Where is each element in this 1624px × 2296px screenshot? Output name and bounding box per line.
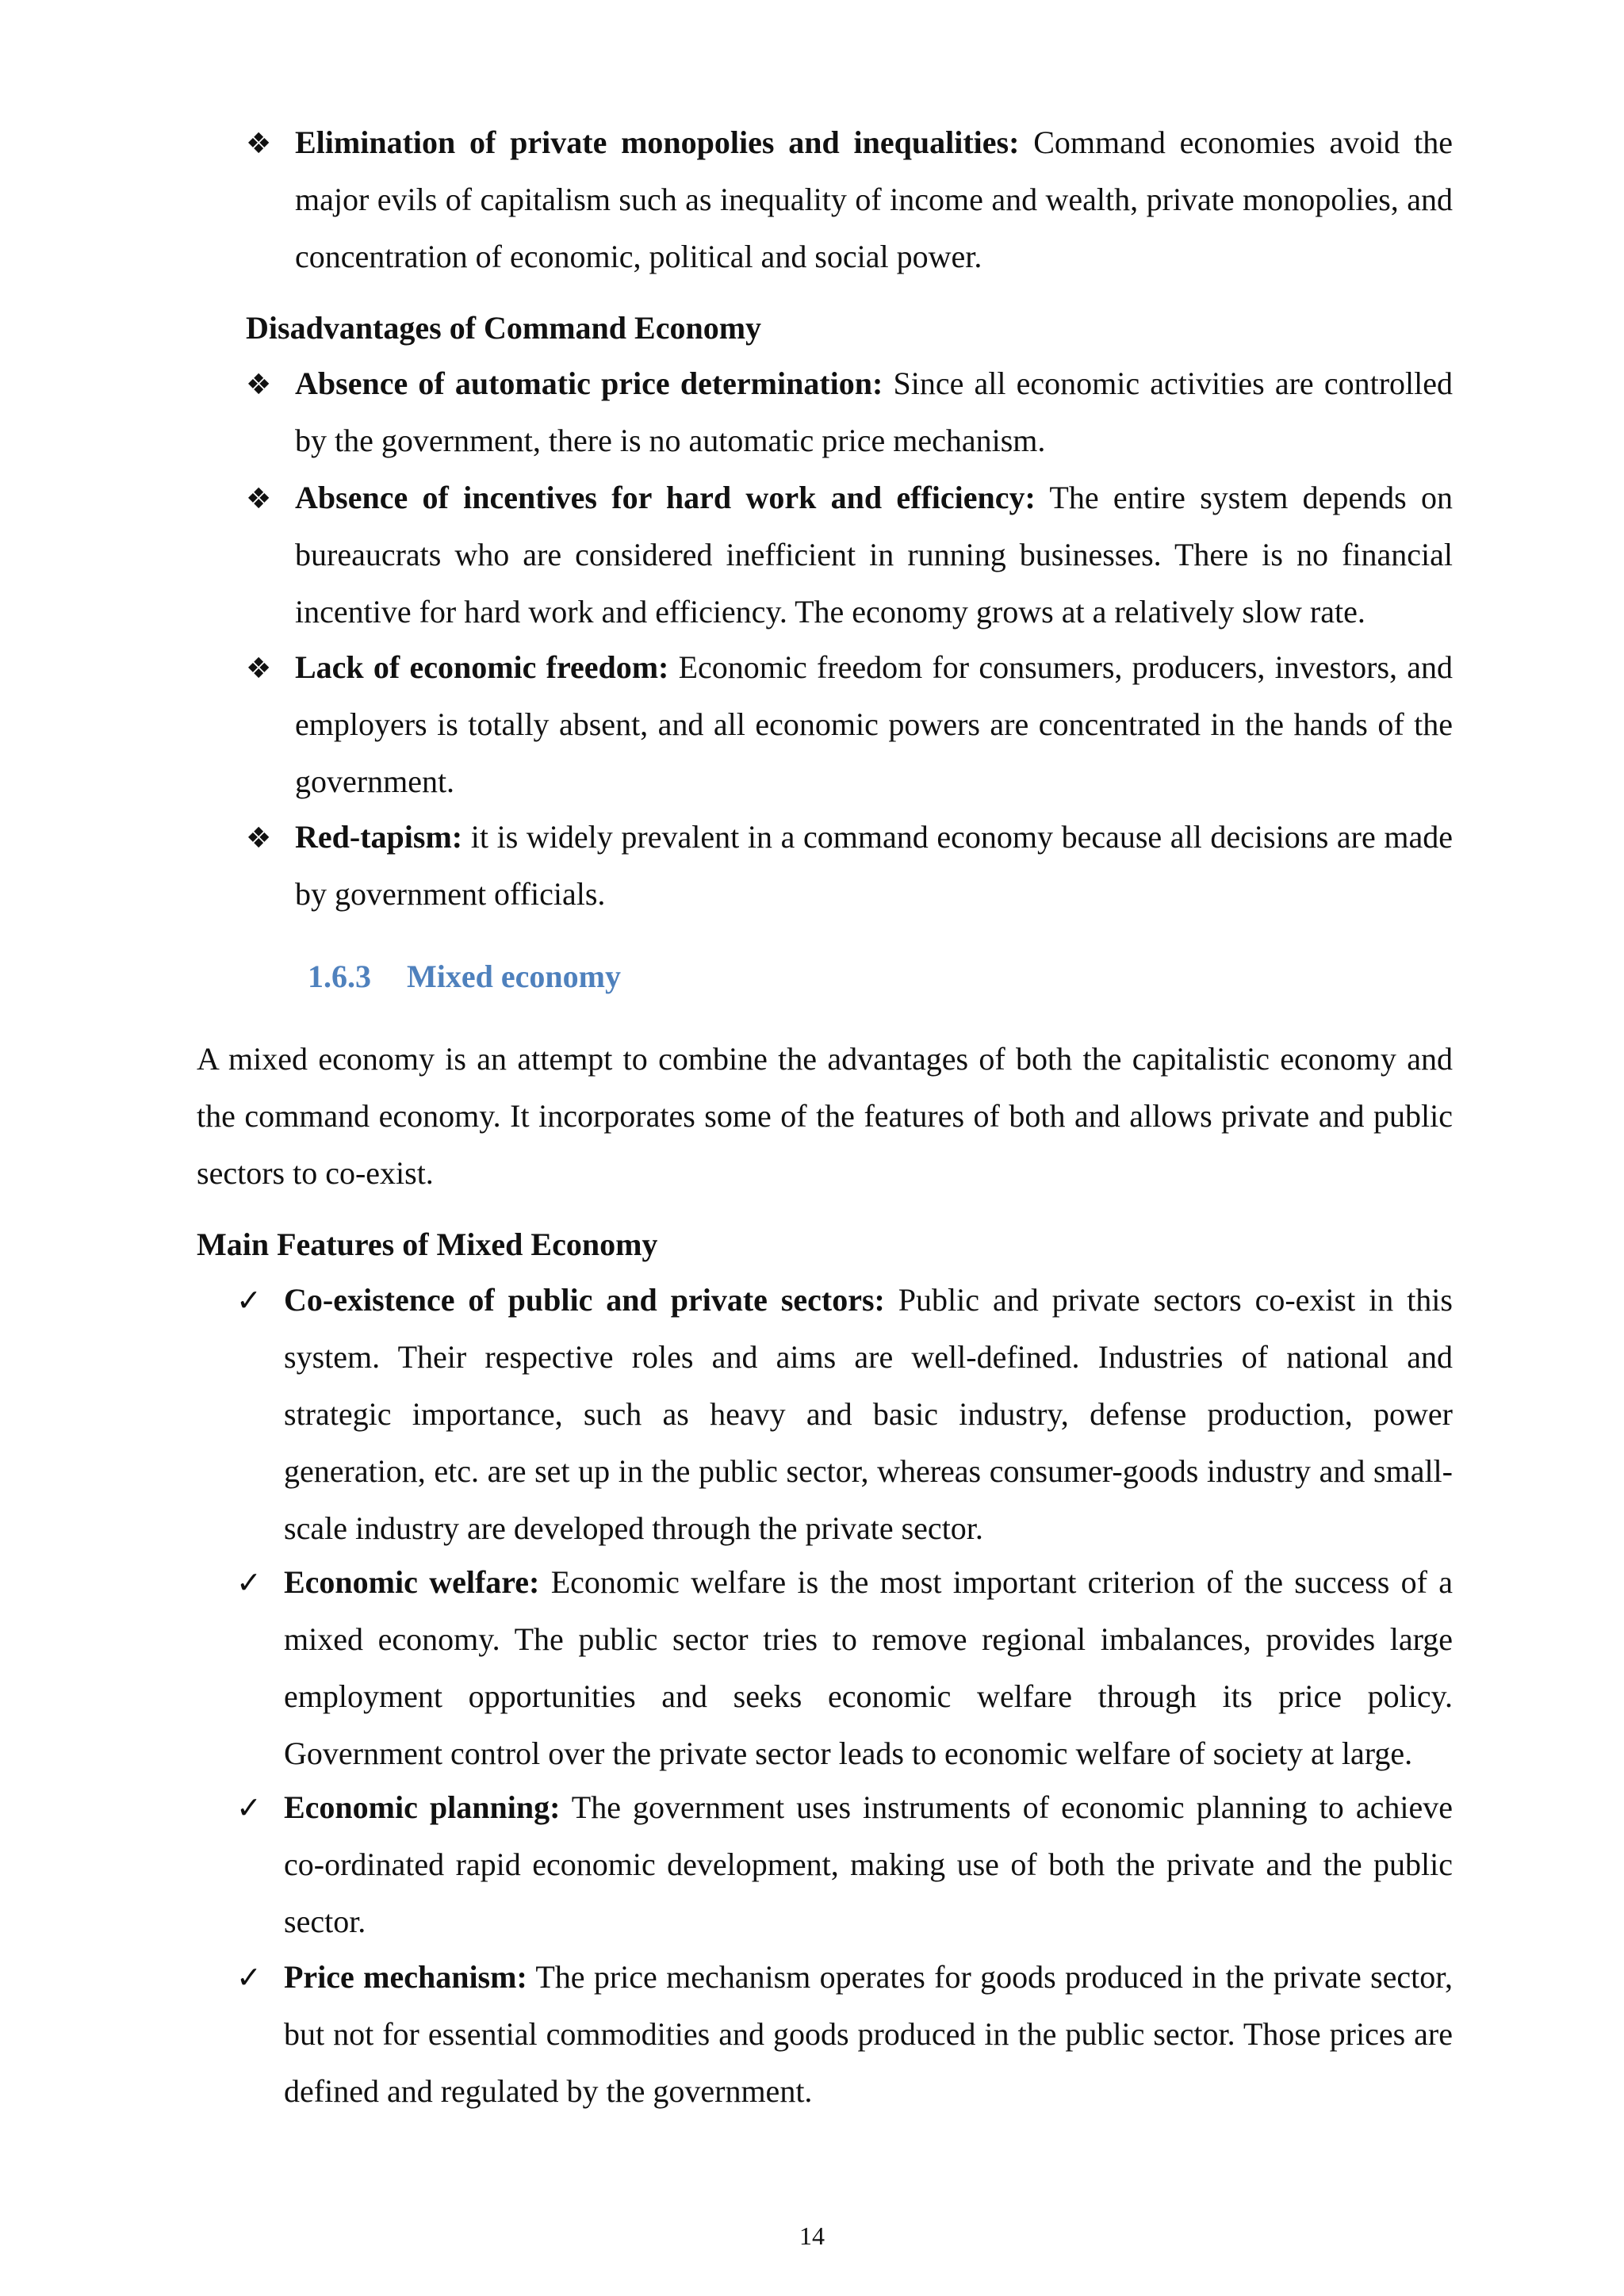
- list-item-red-tapism: [295, 809, 1453, 923]
- item-title: Absence of incentives for hard work and efficiency:: [295, 480, 1036, 515]
- list-item-coexistence: [284, 1272, 1453, 1557]
- list-item-absence-price: [295, 355, 1453, 469]
- item-title: Economic planning:: [284, 1789, 561, 1825]
- page-number: 14: [799, 2221, 825, 2250]
- list-item-price-mechanism: [284, 1949, 1453, 2120]
- item-text: The entire system depends on bureaucrats who are considered inefficient in running businesses. There is no financial incentive for hard work and efficiency. The economy grows at a relatively slow rate.: [295, 480, 1453, 629]
- diamond-bullet-icon: ❖: [246, 369, 272, 401]
- diamond-bullet-icon: ❖: [246, 483, 272, 515]
- list-item-planning: [284, 1779, 1453, 1950]
- diamond-bullet-icon: ❖: [246, 652, 272, 685]
- disadvantages-heading: Disadvantages of Command Economy: [246, 310, 762, 346]
- item-text: Command economies avoid the major evils of capitalism such as inequality of income and wealth, private monopolies, and concentration of economic, political and social power.: [295, 124, 1454, 274]
- item-title: Co-existence of public and private sectors:: [284, 1282, 885, 1318]
- item-title: Lack of economic freedom:: [295, 649, 669, 685]
- diamond-bullet-icon: ❖: [246, 128, 272, 160]
- list-item-elimination: [295, 114, 1453, 285]
- checkmark-bullet-icon: ✓: [236, 1790, 262, 1825]
- section-number: 1.6.3: [308, 959, 371, 994]
- list-item-absence-incentives: [295, 469, 1453, 641]
- item-title: Economic welfare:: [284, 1564, 540, 1600]
- item-title: Price mechanism:: [284, 1959, 527, 1995]
- item-title: Red-tapism:: [295, 819, 463, 855]
- item-text: Economic freedom for consumers, producers, investors, and employers is totally absent, and all economic powers are concentrated in the hands of the government.: [295, 649, 1454, 799]
- item-title: Absence of automatic price determination:: [295, 365, 883, 401]
- item-text: The price mechanism operates for goods produced in the private sector, but not for essential commodities and goods produced in the public sector. Those prices are defined and regulated by the government.: [284, 1959, 1454, 2109]
- section-heading: [308, 948, 621, 1005]
- checkmark-bullet-icon: ✓: [236, 1960, 262, 1995]
- item-text: Since all economic activities are controlled by the government, there is no automatic price mechanism.: [295, 365, 1453, 458]
- list-item-lack-freedom: [295, 639, 1453, 810]
- features-heading: Main Features of Mixed Economy: [197, 1226, 658, 1262]
- checkmark-bullet-icon: ✓: [236, 1565, 262, 1600]
- diamond-bullet-icon: ❖: [246, 822, 272, 855]
- checkmark-bullet-icon: ✓: [236, 1283, 262, 1318]
- item-title: Elimination of private monopolies and inequalities:: [295, 124, 1020, 160]
- item-text: Economic welfare is the most important criterion of the success of a mixed economy. The public sector tries to remove regional imbalances, provides large employment opportunities and seeks economic welfare through its price policy. Government control over the private sector leads to economic welfare of society at large.: [284, 1564, 1454, 1771]
- item-text: The government uses instruments of economic planning to achieve co-ordinated rapid economic development, making use of both the private and the public sector.: [284, 1789, 1453, 1939]
- intro-paragraph: A mixed economy is an attempt to combine the advantages of both the capitalistic economy and the command economy. It incorporates some of the features of both and allows private and public sectors to co-exist.: [197, 1041, 1453, 1191]
- item-text: it is widely prevalent in a command economy because all decisions are made by government officials.: [295, 819, 1453, 912]
- item-text: Public and private sectors co-exist in this system. Their respective roles and aims are well-defined. Industries of national and strategic importance, such as heavy and basic industry, defense production, power generation, etc. are set up in the public sector, whereas consumer-goods industry and small-scale industry are developed through the private sector.: [284, 1282, 1453, 1546]
- section-title: Mixed economy: [407, 959, 621, 994]
- list-item-welfare: [284, 1554, 1453, 1782]
